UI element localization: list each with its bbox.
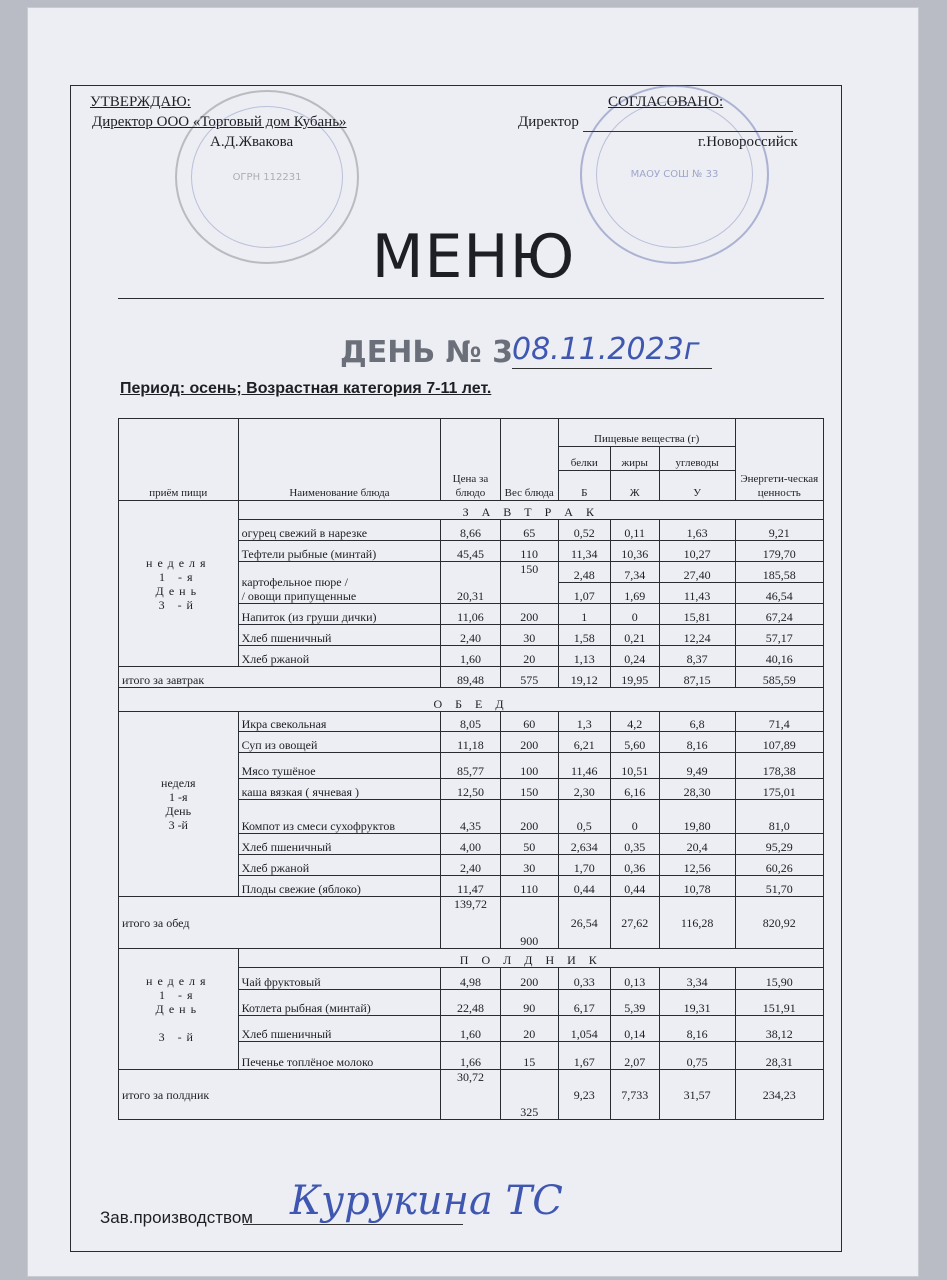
header-price: Цена за блюдо	[441, 419, 500, 501]
header-carbs: углеводы	[659, 447, 735, 471]
agreement-block	[518, 92, 818, 152]
agreement-position: Директор	[518, 112, 818, 132]
signature-line	[243, 1224, 463, 1225]
table-row: Чай фруктовый 4,98 200 0,33 0,13 3,34 15,90	[119, 968, 824, 990]
table-row: Хлеб пшеничный 4,00 50 2,634 0,35 20,4 95,29	[119, 834, 824, 855]
approval-position: Директор ООО «Торговый дом Кубань»	[92, 114, 347, 130]
signature-label: Зав.производством	[100, 1208, 253, 1227]
agreement-city: г.Новороссийск	[698, 134, 798, 150]
approval-block	[90, 92, 347, 152]
table-row: Суп из овощей 11,18 200 6,21 5,60 8,16 107,89	[119, 732, 824, 753]
table-row: огурец свежий в нарезке 8,66 65 0,52 0,11 1,63 9,21	[119, 520, 824, 541]
table-row: Хлеб ржаной 2,40 30 1,70 0,36 12,56 60,26	[119, 855, 824, 876]
header-weight: Вес блюда	[500, 419, 558, 501]
period-line: Период: осень; Возрастная категория 7-11 лет.	[120, 380, 492, 397]
table-row: картофельное пюре / / овощи припущенные 20,31 150 2,48 7,34 27,40 185,58	[119, 562, 824, 583]
header-u: У	[659, 471, 735, 501]
table-row: Компот из смеси сухофруктов 4,35 200 0,5 0 19,80 81,0	[119, 800, 824, 834]
approval-title: УТВЕРЖДАЮ:	[90, 94, 191, 110]
header-b: Б	[558, 471, 610, 501]
page-title: МЕНЮ	[371, 222, 576, 292]
table-row: Котлета рыбная (минтай) 22,48 90 6,17 5,39 19,31 151,91	[119, 990, 824, 1016]
header-energy: Энергети-ческая ценность	[735, 419, 823, 501]
table-row: Тефтели рыбные (минтай) 45,45 110 11,34 10,36 10,27 179,70	[119, 541, 824, 562]
header-protein: белки	[558, 447, 610, 471]
table-row: Плоды свежие (яблоко) 11,47 110 0,44 0,44 10,78 51,70	[119, 876, 824, 897]
lunch-week-cell: неделя 1 -я День 3 -й	[119, 712, 239, 897]
lunch-section-title: О Б Е Д	[119, 688, 824, 712]
day-label: ДЕНЬ № 3	[340, 335, 514, 370]
breakfast-week-cell: неделя 1 -я День 3 -й	[119, 501, 239, 667]
table-row: Хлеб пшеничный 1,60 20 1,054 0,14 8,16 38,12	[119, 1016, 824, 1042]
table-row: Мясо тушёное 85,77 100 11,46 10,51 9,49 178,38	[119, 753, 824, 779]
breakfast-section-title: З А В Т Р А К	[238, 501, 823, 520]
round-stamp-left: ОГРН 112231	[175, 90, 359, 264]
header-dish: Наименование блюда	[238, 419, 441, 501]
title-divider	[118, 298, 824, 299]
total-row-snack: итого за полдник 30,72 325 9,23 7,733 31,57 234,23	[119, 1070, 824, 1120]
snack-section-title: П О Л Д Н И К	[238, 949, 823, 968]
total-row-breakfast: итого за завтрак 89,48 575 19,12 19,95 87,15 585,59	[119, 667, 824, 688]
table-row: Икра свекольная	[238, 712, 441, 732]
header-zh: Ж	[610, 471, 659, 501]
snack-week-cell: неделя 1 -я День 3 -й	[119, 949, 239, 1070]
table-row: 1,07 1,69 11,43 46,54	[119, 583, 824, 604]
handwritten-signature: Курукина ТС	[290, 1178, 563, 1224]
table-row: Печенье топлёное молоко 1,66 15 1,67 2,07 0,75 28,31	[119, 1042, 824, 1070]
table-row: Напиток (из груши дички) 11,06 200 1 0 15,81 67,24	[119, 604, 824, 625]
header-fat: жиры	[610, 447, 659, 471]
day-date-handwritten: 08.11.2023г	[512, 332, 700, 367]
table-row: Хлеб ржаной 1,60 20 1,13 0,24 8,37 40,16	[119, 646, 824, 667]
table-row: Хлеб пшеничный 2,40 30 1,58 0,21 12,24 57,17	[119, 625, 824, 646]
round-stamp-right: МАОУ СОШ № 33	[580, 85, 769, 264]
approval-name: А.Д.Жвакова	[210, 134, 294, 150]
header-nutrients: Пищевые вещества (г)	[558, 419, 735, 447]
day-date-line	[512, 368, 712, 369]
total-row-lunch: итого за обед 139,72 900 26,54 27,62 116,28 820,92	[119, 897, 824, 949]
agreement-title: СОГЛАСОВАНО:	[608, 94, 724, 110]
header-meal: приём пищи	[119, 419, 239, 501]
menu-table: приём пищи Наименование блюда Цена за блюдо Вес блюда Пищевые вещества (г) Энергети-ческая ценность белки жиры углеводы Б Ж У неделя 1 -я День 3 -й З А В Т Р А К огурец свежий в нарезке 8,66 65 0,52 0,11 1,63 9,21 Тефтели рыбные (минтай) 45,45 110 11,34 10,36 10,27 179,70 картофельное пюре / / овощи припущенные 20,31 150 2,48 7,34 27,40 185,58 1,07 1,69 11,43 46,54 Напиток (из груши дички) 11,06 200 1 0 15,81 67,24 Хлеб пшеничный 2,40 30 1,58 0,21 12,24 57,17 Хлеб ржаной 1,60 20 1,13 0,24 8,37 40,16 итого за завтрак 89,48 575 19,12 19,95 87,15 585,59 О Б Е Д неделя 1 -я День 3 -й Икра свекольная 8,05 60 1,3 4,2 6,8 71,4 Суп из овощей 11,18 200 6,21 5,60 8,16 107,89 Мясо тушёное 85,77 100 11,46 10,51 9,49 178,38 каша вязкая ( ячневая ) 12,50 150 2,30 6,16 28,30 175,01 Компот из смеси сухофруктов 4,35 200 0,5 0 19,80 81,0 Хлеб пшеничный 4,00 50 2,634 0,35 20,4 95,29 Хлеб ржаной 2,40 30 1,70 0,36 12,56 60,26 Плоды свежие (яблоко) 11,47 110 0,44 0,44 10,78 51,70 итого за обед 139,72 900 26,54 27,62 116,28 820,92 неделя 1 -я День 3 -й П О Л Д Н И К Чай фруктовый 4,98 200 0,33 0,13 3,34 15,90 Котлета рыбная (минтай) 22,48 90 6,17 5,39 19,31 151,91 Хлеб пшеничный 1,60 20 1,054 0,14 8,16 38,12 Печенье топлёное молоко 1,66 15 1,67 2,07 0,75 28,31 итого за полдник 30,72 325 9,23 7,733 31,57 234,23	[118, 418, 824, 1120]
table-row: каша вязкая ( ячневая ) 12,50 150 2,30 6,16 28,30 175,01	[119, 779, 824, 800]
